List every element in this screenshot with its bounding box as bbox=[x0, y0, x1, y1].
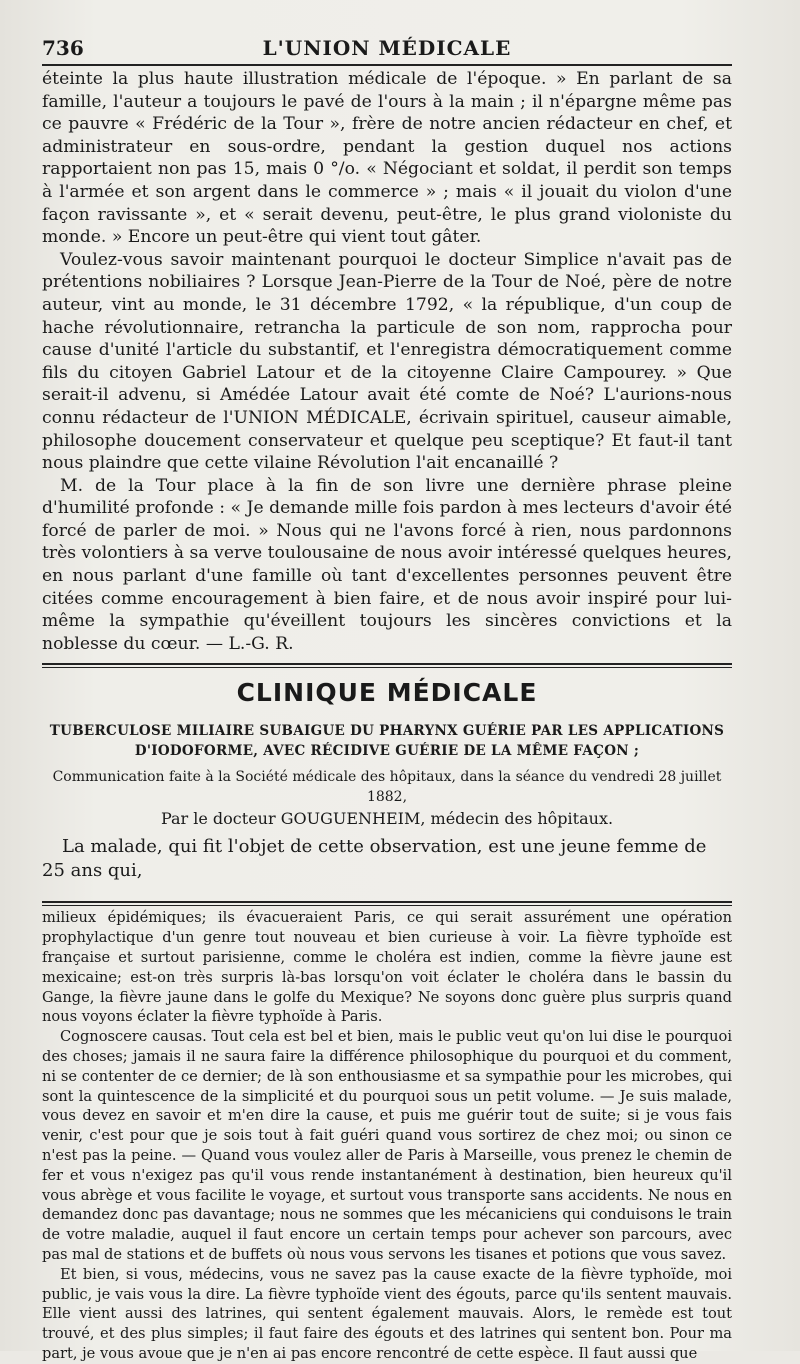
article-paragraph: M. de la Tour place à la fin de son livre une dernière phrase pleine d'humilité profonde : « Je demande mille fois pardon à mes lecteurs d'avoir été forcé de parler de moi. » Nous qui ne l'avons forcé à rien, nous pardonnons très volontiers à sa verve toulousaine de nous avoir intéressé quelques heures, en nous parlant d'une famille où tant d'excellentes personnes peuvent être citées comme encouragement à bien faire, et de nous avoir inspiré pour lui-même la sympathie qu'éveillent toujours les sincères convictions et la noblesse du cœur. — L.-G. R. bbox=[42, 475, 732, 654]
header-rule bbox=[42, 64, 732, 66]
page-number: 736 bbox=[42, 36, 84, 60]
article-title bbox=[42, 721, 732, 761]
running-title: L'UNION MÉDICALE bbox=[262, 36, 512, 60]
clinique-section bbox=[42, 663, 732, 883]
feuilleton-paragraph: Et bien, si vous, médecins, vous ne savez pas la cause exacte de la fièvre typhoïde, moi public, je vais vous la dire. La fièvre typhoïde vient des égouts, parce qu'ils sentent mauvais. Elle vient aussi des latrines, qui sentent également mauvais. Alors, le remède est tout trouvé, et des plus simples; il faut faire des égouts et des latrines qui sentent bon. Pour ma part, je vous avoue que je n'en ai pas encore rencontré de cette espèce. Il faut aussi que bbox=[42, 1265, 732, 1362]
section-title: CLINIQUE MÉDICALE bbox=[236, 678, 538, 708]
page-header bbox=[42, 28, 732, 62]
feuilleton-rule bbox=[42, 901, 732, 903]
feuilleton-paragraph: milieux épidémiques; ils évacueraient Paris, ce qui serait assurément une opération prophylactique d'un genre tout nouveau et bien curieuse à voir. La fièvre typhoïde est française et surtout parisienne, comme le choléra est indien, comme la fièvre jaune est mexicaine; est-on très surpris là-bas lorsqu'on voit éclater le choléra dans le bassin du Gange, la fièvre jaune dans le golfe du Mexique? Ne soyons donc guère plus surpris quand nous voyons éclater la fièvre typhoïde à Paris. bbox=[42, 909, 732, 1026]
feuilleton-rule bbox=[42, 905, 732, 906]
communication-note: Communication faite à la Société médicale des hôpitaux, dans la séance du vendredi 28 juillet 1882, bbox=[52, 769, 722, 806]
feuilleton-paragraph: Cognoscere causas. Tout cela est bel et bien, mais le public veut qu'on lui dise le pourquoi des choses; jamais il ne saura faire la différence philosophique du pourquoi et du comment, ni se contenter de ce dernier; de là son enthousiasme et sa sympathie pour les microbes, qui sont la quintescence de la simplicité et du pourquoi sous un petit volume. — Je suis malade, vous devez en savoir et m'en dire la cause, et puis me guérir tout de suite; si je vous fais venir, c'est pour que je sois tout à fait guéri quand vous sortirez de chez moi; ou sinon ce n'est pas la peine. — Quand vous voulez aller de Paris à Marseille, vous prenez le chemin de fer et vous n'exigez pas qu'il vous rende instantanément à destination, bien heureux qu'il vous abrège et vous facilite le voyage, et surtout vous transporte sans accidents. Ne nous en demandez donc pas davantage; nous ne sommes que les mécaniciens qui conduisons le train de votre maladie, auquel il faut encore un certain temps pour achever son parcours, avec pas mal de stations et de buffets où nous vous servons les tisanes et potions que vous savez. bbox=[42, 1028, 732, 1263]
article-title-line: D'IODOFORME, AVEC RÉCIDIVE GUÉRIE DE LA MÊME FAÇON ; bbox=[134, 743, 640, 760]
byline: Par le docteur GOUGUENHEIM, médecin des hôpitaux. bbox=[160, 809, 614, 829]
article-paragraph: Voulez-vous savoir maintenant pourquoi le docteur Simplice n'avait pas de prétentions nobiliaires ? Lorsque Jean-Pierre de la Tour de Noé, père de notre auteur, vint au monde, le 31 décembre 1792, « la république, d'un coup de hache révolutionnaire, retrancha la particule de son nom, rapprocha pour cause d'unité l'article du substantif, et l'enregistra démocratiquement comme fils du citoyen Gabriel Latour et de la citoyenne Claire Campourey. » Que serait-il advenu, si Amédée Latour avait été comte de Noé? L'aurions-nous connu rédacteur de l'UNION MÉDICALE, écrivain spirituel, causeur aimable, philosophe doucement conservateur et quelque peu sceptique? Et faut-il tant nous plaindre que cette vilaine Révolution l'ait encanaillé ? bbox=[42, 249, 732, 474]
feuilleton bbox=[42, 901, 732, 1363]
section-rule bbox=[42, 663, 732, 665]
article-paragraph: éteinte la plus haute illustration médicale de l'époque. » En parlant de sa famille, l'auteur a toujours le pavé de l'ours à la main ; il n'épargne même pas ce pauvre « Frédéric de la Tour », frère de notre ancien rédacteur en chef, et administrateur en sous-ordre, pendant la gestion duquel nos actions rapportaient non pas 15, mais 0 °/o. « Négociant et soldat, il perdit son temps à l'armée et son argent dans le commerce » ; mais « il jouait du violon d'une façon ravissante », et « serait devenu, peut-être, le plus grand violoniste du monde. » Encore un peut-être qui vient tout gâter. bbox=[42, 69, 732, 248]
lead-paragraph: La malade, qui fit l'objet de cette observation, est une jeune femme de 25 ans qui, bbox=[42, 836, 707, 882]
article-title-line: TUBERCULOSE MILIAIRE SUBAIGUE DU PHARYNX GUÉRIE PAR LES APPLICATIONS bbox=[49, 723, 725, 740]
top-article bbox=[42, 68, 732, 655]
section-rule bbox=[42, 667, 732, 668]
